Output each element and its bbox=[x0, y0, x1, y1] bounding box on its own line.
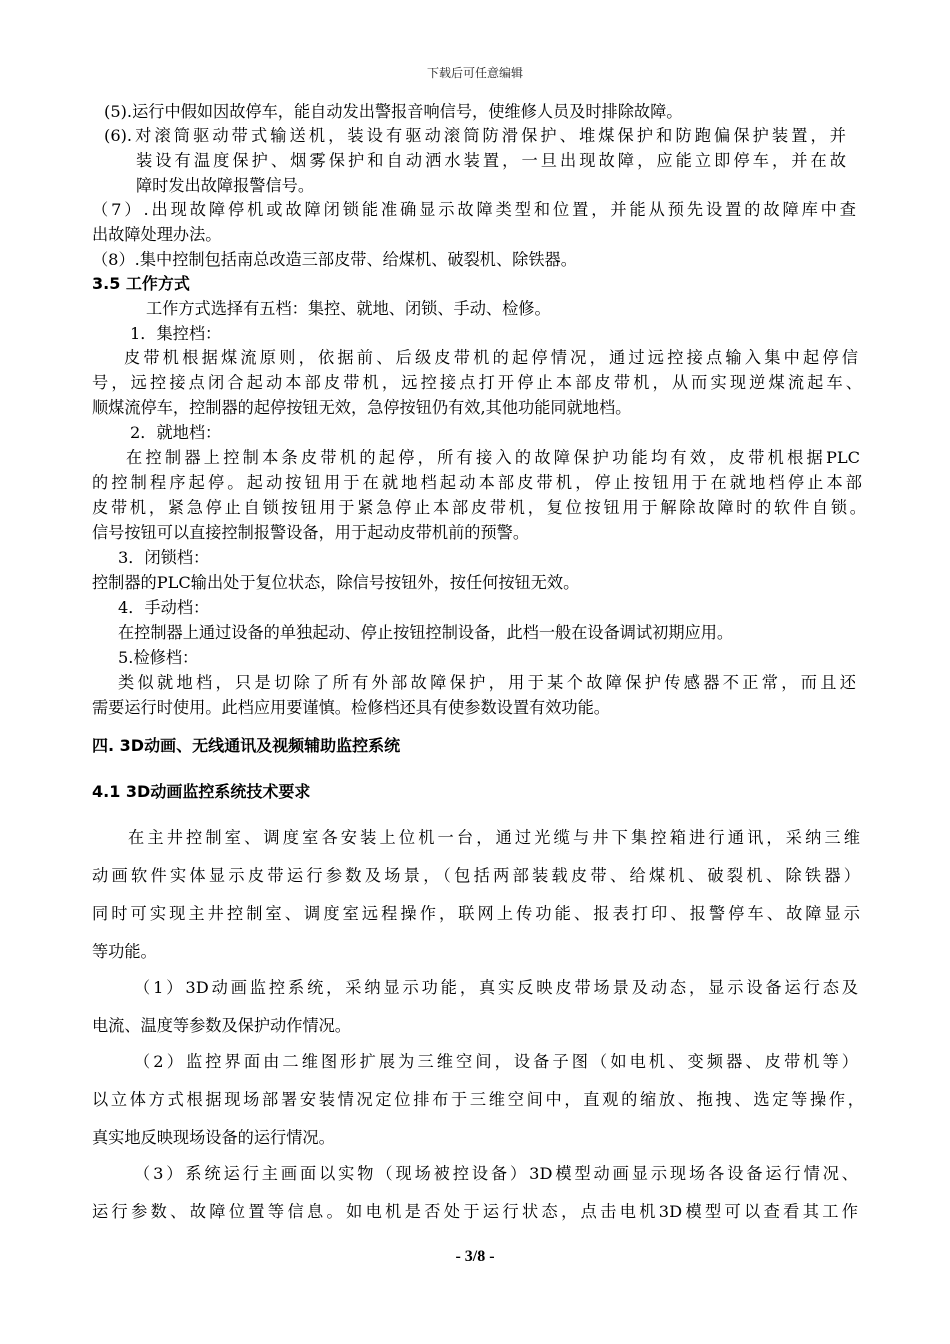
point-3-line-2: 运行参数、故障位置等信息。如电机是否处于运行状态，点击电机3D模型可以查看其工作 bbox=[92, 1202, 858, 1221]
point-2-line-2: 以立体方式根据现场部署安装情况定位排布于三维空间中，直观的缩放、拖拽、选定等操作， bbox=[92, 1090, 864, 1109]
point-1-line-1: （1）3D动画监控系统，采纳显示功能，真实反映皮带场景及动态，显示设备运行态及 bbox=[134, 978, 858, 997]
mode-1-text-1: 皮带机根据煤流原则，依据前、后级皮带机的起停情况，通过远控接点输入集中起停信 bbox=[124, 348, 858, 367]
mode-2-text-2: 的控制程序起停。起动按钮用于在就地档起动本部皮带机，停止按钮用于在就地档停止本部 bbox=[92, 473, 862, 492]
section-heading-3-5: 3.5 工作方式 bbox=[92, 274, 190, 293]
mode-1-label: 1．集控档： bbox=[130, 324, 222, 343]
item-6-line-2: 装设有温度保护、烟雾保护和自动洒水装置，一旦出现故障，应能立即停车，并在故 bbox=[136, 151, 846, 170]
mode-4-text: 在控制器上通过设备的单独起动、停止按钮控制设备，此档一般在设备调试初期应用。 bbox=[118, 623, 734, 642]
mode-5-text-1: 类似就地档，只是切除了所有外部故障保护，用于某个故障保护传感器不正常，而且还 bbox=[118, 673, 856, 692]
item-6-line-3: 障时发出故障报警信号。 bbox=[136, 176, 315, 195]
work-mode-intro: 工作方式选择有五档：集控、就地、闭锁、手动、检修。 bbox=[146, 299, 551, 318]
point-2-line-3: 真实地反映现场设备的运行情况。 bbox=[92, 1128, 335, 1147]
mode-2-text-4: 信号按钮可以直接控制报警设备，用于起动皮带机前的预警。 bbox=[92, 523, 530, 542]
point-1-line-2: 电流、温度等参数及保护动作情况。 bbox=[92, 1016, 351, 1035]
item-7-line-2: 出故障处理办法。 bbox=[92, 225, 222, 244]
item-8: （8）.集中控制包括南总改造三部皮带、给煤机、破裂机、除铁器。 bbox=[92, 250, 577, 269]
section-heading-4-1: 4.1 3D动画监控系统技术要求 bbox=[92, 782, 311, 801]
mode-2-label: 2．就地档： bbox=[130, 423, 222, 442]
mode-4-label: 4．手动档： bbox=[118, 598, 210, 617]
para-4-1-line-4: 等功能。 bbox=[92, 942, 157, 961]
item-7-line-1: （7）.出现故障停机或故障闭锁能准确显示故障类型和位置，并能从预先设置的故障库中查 bbox=[92, 200, 856, 219]
mode-1-text-3: 顺煤流停车，控制器的起停按钮无效，急停按钮仍有效,其他功能同就地档。 bbox=[92, 398, 632, 417]
mode-2-text-1: 在控制器上控制本条皮带机的起停，所有接入的故障保护功能均有效，皮带机根据PLC bbox=[126, 448, 860, 467]
mode-1-text-2: 号，远控接点闭合起动本部皮带机，远控接点打开停止本部皮带机，从而实现逆煤流起车、 bbox=[92, 373, 862, 392]
page-header: 下载后可任意编辑 bbox=[426, 66, 523, 80]
para-4-1-line-1: 在主井控制室、调度室各安装上位机一台，通过光缆与井下集控箱进行通讯，采纳三维 bbox=[128, 828, 860, 847]
para-4-1-line-2: 动画软件实体显示皮带运行参数及场景，（包括两部装载皮带、给煤机、破裂机、除铁器） bbox=[92, 866, 860, 885]
mode-2-text-3: 皮带机，紧急停止自锁按钮用于紧急停止本部皮带机，复位按钮用于解除故障时的软件自锁。 bbox=[92, 498, 866, 517]
para-4-1-line-3: 同时可实现主井控制室、调度室远程操作，联网上传功能、报表打印、报警停车、故障显示 bbox=[92, 904, 860, 923]
mode-5-label: 5.检修档： bbox=[118, 648, 199, 667]
mode-3-text: 控制器的PLC输出处于复位状态，除信号按钮外，按任何按钮无效。 bbox=[92, 573, 580, 592]
item-5: (5).运行中假如因故停车，能自动发出警报音响信号，使维修人员及时排除故障。 bbox=[104, 102, 683, 121]
mode-5-text-2: 需要运行时使用。此档应用要谨慎。检修档还具有使参数设置有效功能。 bbox=[92, 698, 610, 717]
point-2-line-1: （2）监控界面由二维图形扩展为三维空间，设备子图（如电机、变频器、皮带机等） bbox=[134, 1052, 858, 1071]
item-6-line-1: (6).对滚筒驱动带式输送机，装设有驱动滚筒防滑保护、堆煤保护和防跑偏保护装置，并 bbox=[104, 126, 846, 145]
point-3-line-1: （3）系统运行主画面以实物（现场被控设备）3D模型动画显示现场各设备运行情况、 bbox=[134, 1164, 858, 1183]
mode-3-label: 3．闭锁档： bbox=[118, 548, 210, 567]
chapter-heading-4: 四. 3D动画、无线通讯及视频辅助监控系统 bbox=[92, 736, 401, 755]
page-number: - 3/8 - bbox=[455, 1248, 495, 1265]
